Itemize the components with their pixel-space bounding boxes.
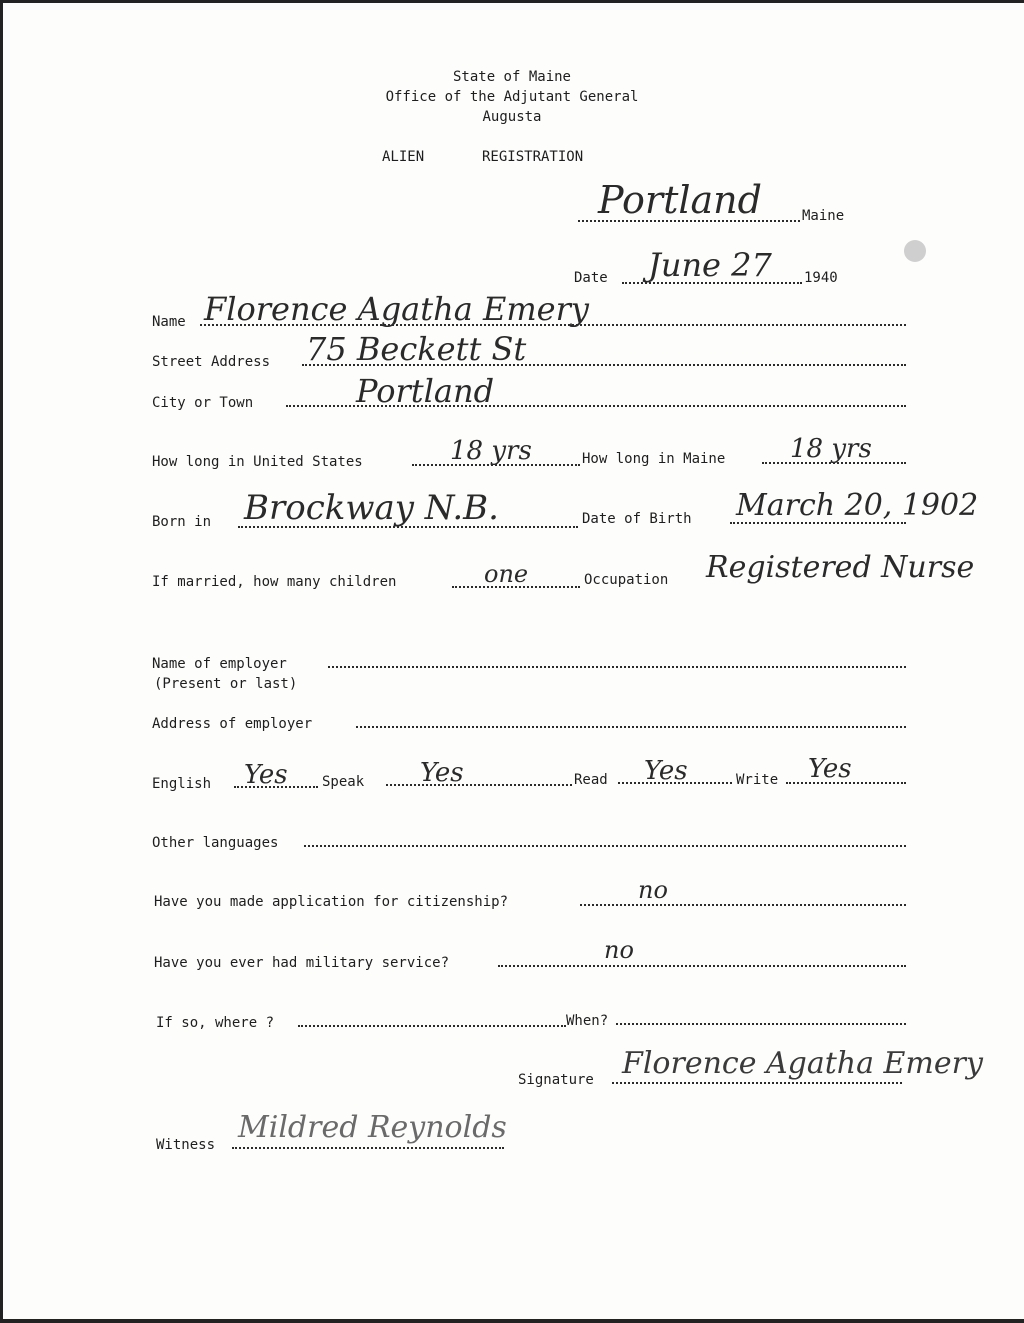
children-label: If married, how many children bbox=[152, 574, 397, 590]
header-state: State of Maine bbox=[452, 69, 571, 85]
signature-label: Signature bbox=[518, 1072, 594, 1088]
scan-border-top bbox=[0, 0, 1024, 3]
name-value: Florence Agatha Emery bbox=[204, 290, 589, 328]
signature-value: Florence Agatha Emery bbox=[622, 1046, 983, 1081]
witness-dots bbox=[232, 1147, 504, 1149]
speak-value: Yes bbox=[420, 758, 464, 788]
read-label: Read bbox=[574, 772, 608, 788]
military-value: no bbox=[604, 936, 634, 964]
location-state-label: Maine bbox=[802, 208, 845, 224]
scan-border-left bbox=[0, 0, 3, 1323]
speak-label: Speak bbox=[322, 774, 365, 790]
dob-label: Date of Birth bbox=[582, 511, 692, 527]
date-handwritten: June 27 bbox=[648, 246, 772, 284]
when-dots[interactable] bbox=[616, 1023, 906, 1025]
born-value: Brockway N.B. bbox=[244, 488, 499, 528]
street-label: Street Address bbox=[152, 354, 271, 370]
witness-value: Mildred Reynolds bbox=[238, 1110, 507, 1145]
citizenship-dots bbox=[580, 904, 906, 906]
name-label: Name bbox=[152, 314, 186, 330]
write-label: Write bbox=[736, 772, 779, 788]
date-year: 1940 bbox=[804, 270, 838, 286]
us-duration-label: How long in United States bbox=[152, 454, 363, 470]
signature-dots bbox=[612, 1082, 902, 1084]
employer-sublabel: (Present or last) bbox=[154, 676, 298, 692]
born-label: Born in bbox=[152, 514, 212, 530]
children-value: one bbox=[484, 560, 529, 588]
punch-hole bbox=[904, 240, 926, 262]
where-dots[interactable] bbox=[298, 1025, 566, 1027]
location-handwritten: Portland bbox=[598, 178, 762, 222]
witness-label: Witness bbox=[156, 1137, 216, 1153]
when-label: When? bbox=[566, 1013, 609, 1029]
citizenship-label: Have you made application for citizenship? bbox=[154, 894, 509, 910]
english-value: Yes bbox=[244, 760, 288, 790]
city-label: City or Town bbox=[152, 395, 254, 411]
date-label: Date bbox=[574, 270, 608, 286]
form-title-registration: REGISTRATION bbox=[482, 149, 584, 165]
where-label: If so, where ? bbox=[156, 1015, 275, 1031]
military-dots bbox=[498, 965, 906, 967]
city-value: Portland bbox=[356, 372, 495, 410]
scan-border-bottom bbox=[0, 1319, 1024, 1323]
occupation-label: Occupation bbox=[584, 572, 669, 588]
maine-duration-value: 18 yrs bbox=[790, 434, 872, 464]
maine-duration-label: How long in Maine bbox=[582, 451, 726, 467]
occupation-value: Registered Nurse bbox=[706, 550, 975, 585]
english-label: English bbox=[152, 776, 212, 792]
speak-dots bbox=[386, 784, 572, 786]
employer-dots[interactable] bbox=[328, 666, 906, 668]
other-languages-dots[interactable] bbox=[304, 845, 906, 847]
write-value: Yes bbox=[808, 754, 852, 784]
citizenship-value: no bbox=[638, 876, 668, 904]
other-languages-label: Other languages bbox=[152, 835, 279, 851]
military-label: Have you ever had military service? bbox=[154, 955, 450, 971]
header-city: Augusta bbox=[482, 109, 542, 125]
employer-label: Name of employer bbox=[152, 656, 287, 672]
street-value: 75 Beckett St bbox=[306, 330, 527, 368]
employer-address-dots[interactable] bbox=[356, 726, 906, 728]
read-value: Yes bbox=[644, 756, 688, 786]
us-duration-value: 18 yrs bbox=[450, 436, 532, 466]
form-title-alien: ALIEN bbox=[382, 149, 425, 165]
header-office: Office of the Adjutant General bbox=[385, 89, 639, 105]
dob-value: March 20, 1902 bbox=[736, 488, 979, 523]
employer-address-label: Address of employer bbox=[152, 716, 313, 732]
